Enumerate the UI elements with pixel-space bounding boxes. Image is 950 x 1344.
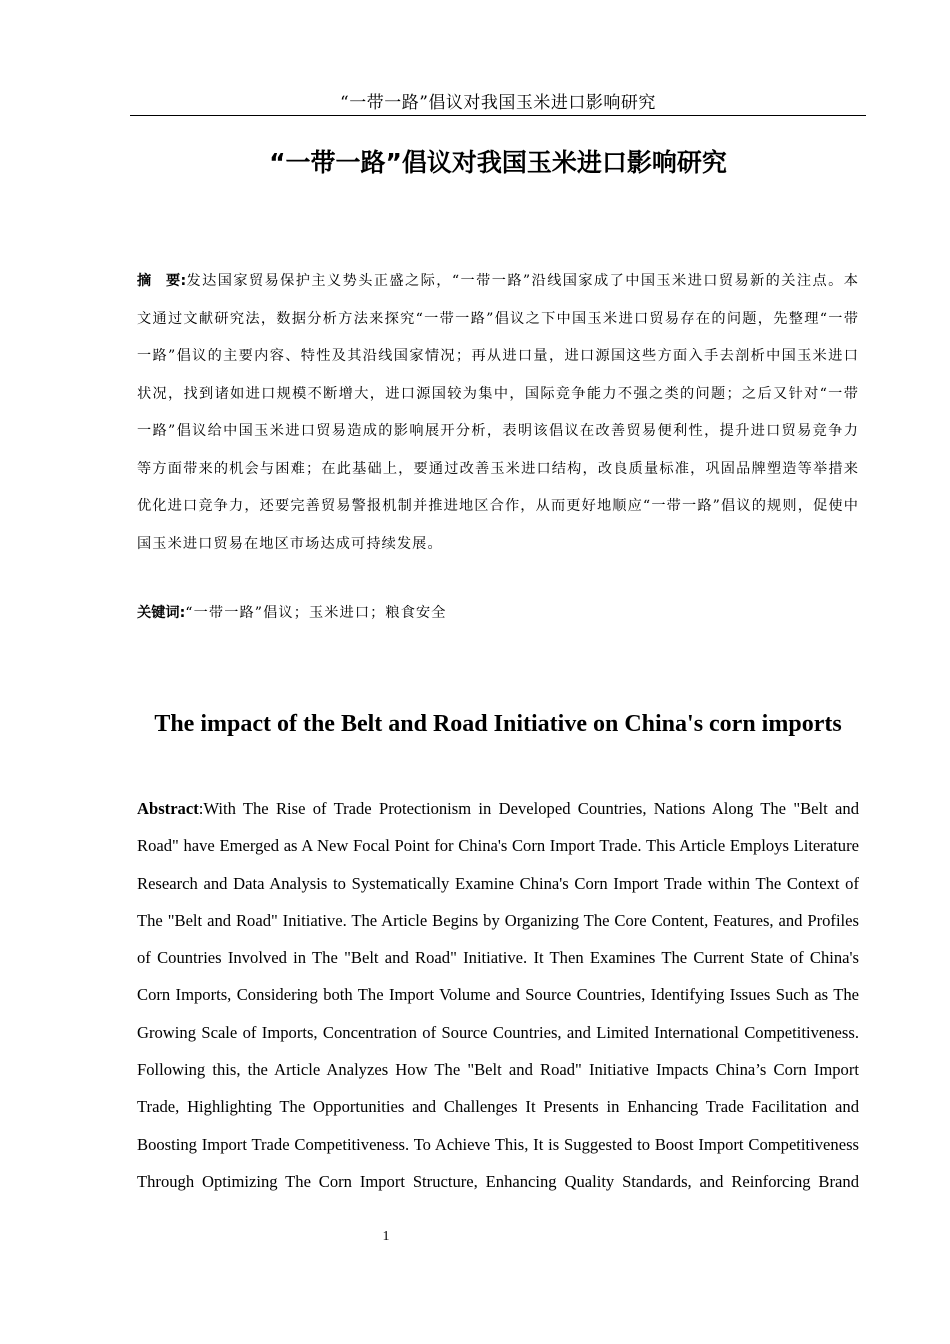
keywords-chinese-label: 关键词: [137, 605, 180, 621]
running-header: “一带一路”倡议对我国玉米进口影响研究: [340, 93, 656, 113]
keywords-chinese-text: “一带一路”倡议；玉米进口；粮食安全: [185, 605, 447, 621]
abstract-chinese-label: 摘 要: [137, 273, 181, 289]
header-rule: [130, 115, 866, 116]
title-english: The impact of the Belt and Road Initiative on China's corn imports: [154, 711, 842, 737]
abstract-chinese: [137, 263, 859, 563]
title-chinese: “一带一路”倡议对我国玉米进口影响研究: [269, 148, 727, 177]
abstract-english: [137, 790, 859, 1200]
abstract-chinese-text: 发达国家贸易保护主义势头正盛之际，“一带一路”沿线国家成了中国玉米进口贸易新的关注点。本文通过文献研究法，数据分析方法来探究“一带一路”倡议之下中国玉米进口贸易存在的问题，先整理“一带一路”倡议的主要内容、特性及其沿线国家情况；再从进口量，进口源国这些方面入手去剖析中国玉米进口状况，找到诸如进口规模不断增大，进口源国较为集中，国际竞争能力不强之类的问题；之后又针对“一带一路”倡议给中国玉米进口贸易造成的影响展开分析，表明该倡议在改善贸易便利性，提升进口贸易竞争力等方面带来的机会与困难；在此基础上，要通过改善玉米进口结构，改良质量标准，巩固品牌塑造等举措来优化进口竞争力，还要完善贸易警报机制并推进地区合作，从而更好地顺应“一带一路”倡议的规则，促使中国玉米进口贸易在地区市场达成可持续发展。: [137, 273, 859, 552]
abstract-english-label: Abstract: [137, 799, 199, 818]
keywords-chinese: [137, 598, 859, 628]
abstract-english-separator: :: [198, 799, 204, 818]
keywords-chinese-separator: :: [179, 605, 186, 621]
abstract-chinese-separator: :: [180, 273, 187, 289]
abstract-english-text: With The Rise of Trade Protectionism in Developed Countries, Nations Along The "Belt and Road" have Emerged as A New Focal Point for China's Corn Import Trade. This Article Employs Literature Research and Data Analysis to Systematically Examine China's Corn Import Trade within The Context of The "Belt and Road" Initiative. The Article Begins by Organizing The Core Content, Features, and Profiles of Countries Involved in The "Belt and Road" Initiative. It Then Examines The Current State of China's Corn Imports, Considering both The Import Volume and Source Countries, Identifying Issues Such as The Growing Scale of Imports, Concentration of Source Countries, and Limited International Competitiveness. Following this, the Article Analyzes How The "Belt and Road" Initiative Impacts China’s Corn Import Trade, Highlighting The Opportunities and Challenges It Presents in Enhancing Trade Facilitation and Boosting Import Trade Competitiveness. To Achieve This, It is Suggested to Boost Import Competitiveness Through Optimizing The Corn Import Structure, Enhancing Quality Standards, and Reinforcing Brand: [137, 799, 859, 1191]
page-number: 1: [382, 1229, 390, 1244]
